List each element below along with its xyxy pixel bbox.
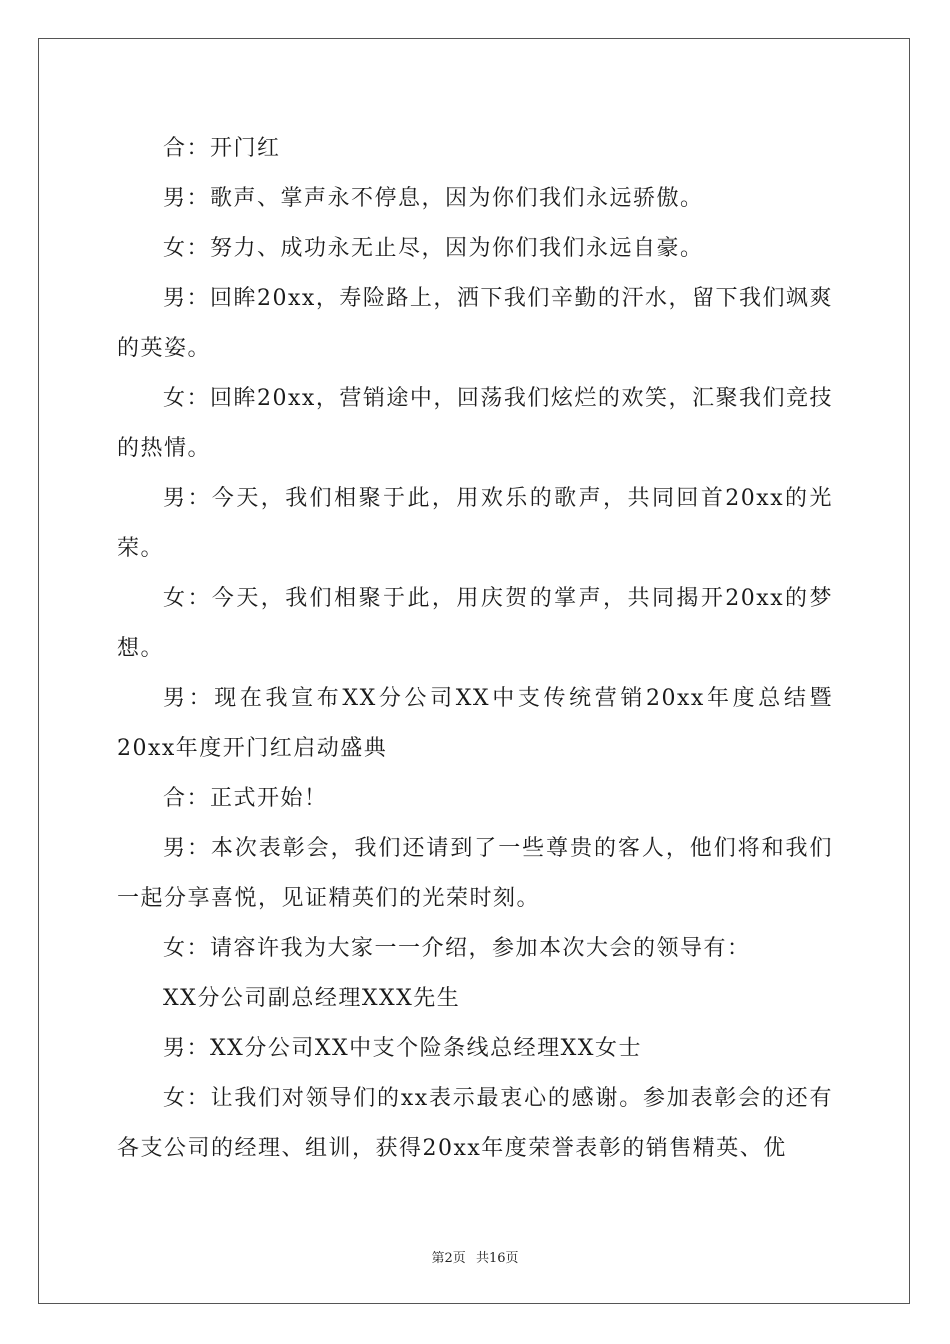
- page-total: 共16页: [475, 1251, 519, 1266]
- document-body: [117, 124, 833, 1174]
- paragraph: 男：现在我宣布XX分公司XX中支传统营销20xx年度总结暨20xx年度开门红启动盛典: [117, 686, 833, 761]
- paragraph: 女：回眸20xx，营销途中，回荡我们炫烂的欢笑，汇聚我们竞技的热情。: [117, 386, 833, 461]
- paragraph: 男：歌声、掌声永不停息，因为你们我们永远骄傲。: [163, 186, 704, 211]
- paragraph: XX分公司副总经理XXX先生: [163, 986, 461, 1011]
- paragraph: 男：XX分公司XX中支个险条线总经理XX女士: [163, 1036, 642, 1061]
- page-footer: [0, 1247, 950, 1266]
- paragraph: 女：努力、成功永无止尽，因为你们我们永远自豪。: [163, 236, 704, 261]
- paragraph: 男：回眸20xx，寿险路上，洒下我们辛勤的汗水，留下我们飒爽的英姿。: [117, 286, 833, 361]
- paragraph: 女：让我们对领导们的xx表示最衷心的感谢。参加表彰会的还有各支公司的经理、组训，获得20xx年度荣誉表彰的销售精英、优: [117, 1086, 833, 1161]
- paragraph: 女：请容许我为大家一一介绍，参加本次大会的领导有：: [163, 936, 751, 961]
- paragraph: 合：正式开始！: [163, 786, 328, 811]
- paragraph: 男：本次表彰会，我们还请到了一些尊贵的客人，他们将和我们一起分享喜悦，见证精英们的光荣时刻。: [117, 836, 833, 911]
- paragraph: 合：开门红: [163, 136, 281, 161]
- paragraph: 男：今天，我们相聚于此，用欢乐的歌声，共同回首20xx的光荣。: [117, 486, 833, 561]
- paragraph: 女：今天，我们相聚于此，用庆贺的掌声，共同揭开20xx的梦想。: [117, 586, 833, 661]
- page-number: 第2页: [431, 1251, 466, 1266]
